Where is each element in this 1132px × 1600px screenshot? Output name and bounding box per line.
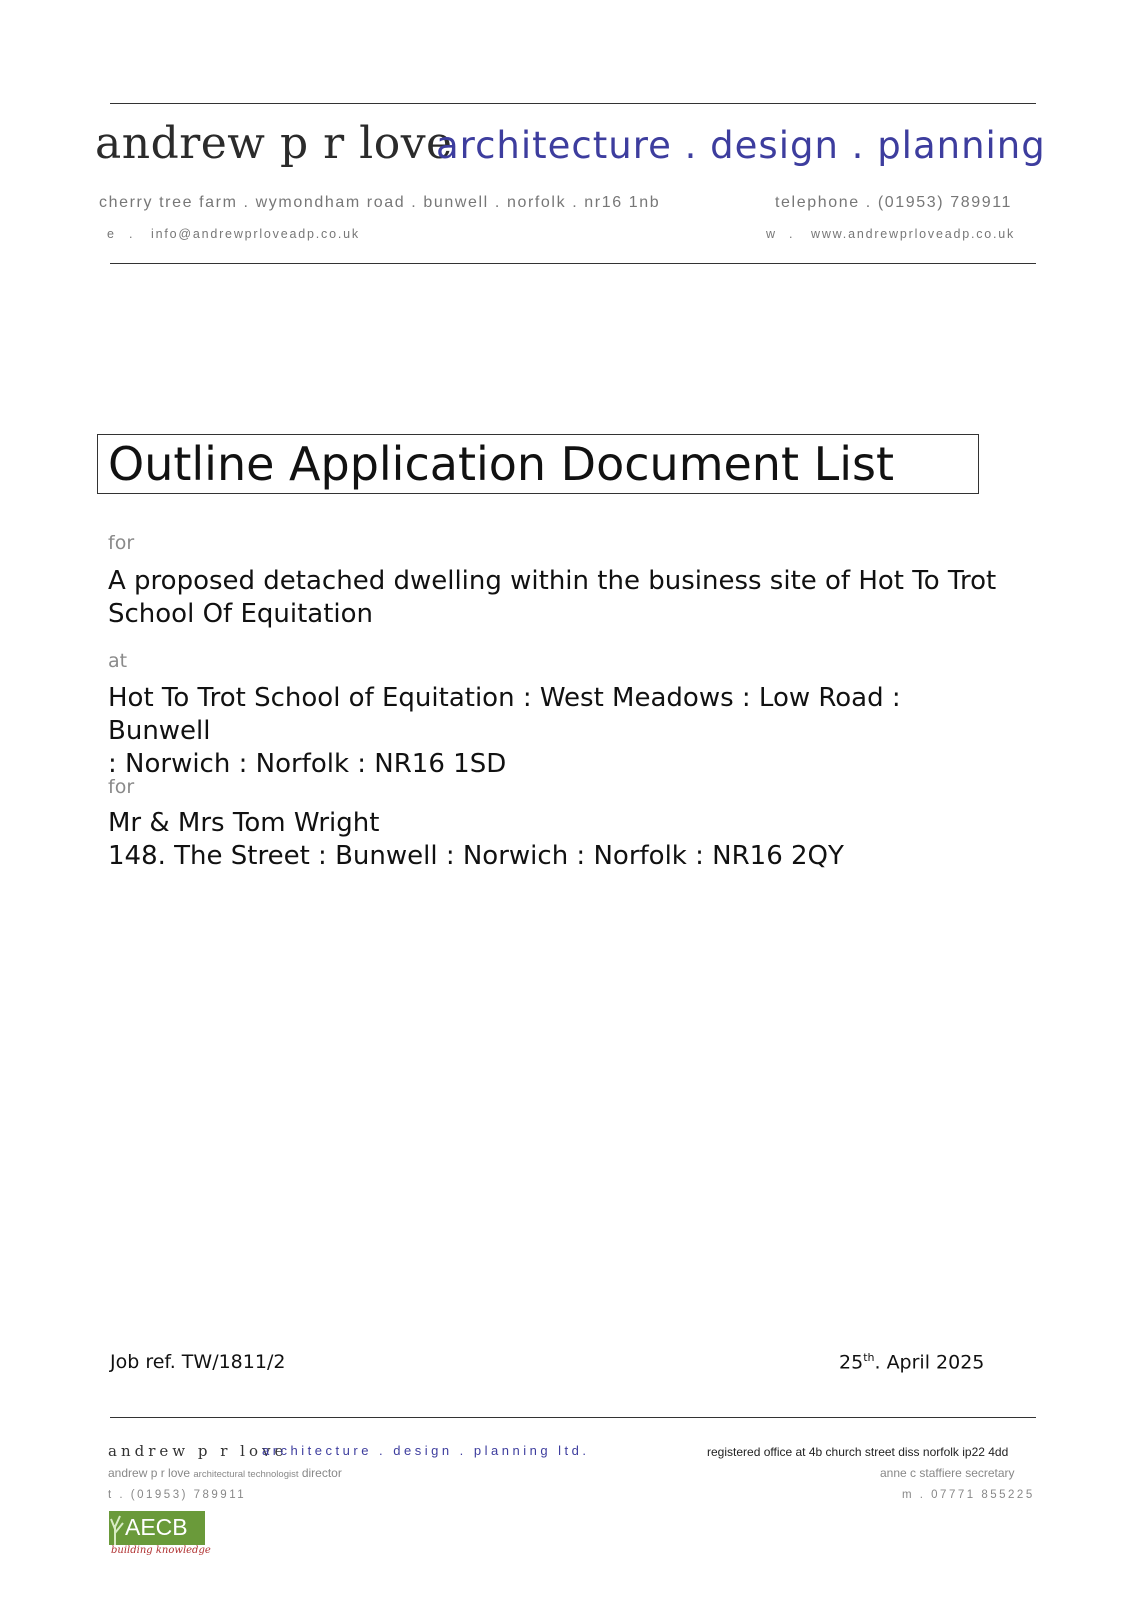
document-date: [839, 1351, 984, 1373]
document-title-box: [97, 434, 979, 494]
footer-mobile: m . 07771 855225: [902, 1489, 1035, 1501]
director-title: architectural technologist: [193, 1469, 299, 1480]
client-address: 148. The Street : Bunwell : Norwich : Norfolk : NR16 2QY: [108, 841, 844, 871]
web-label: w: [766, 227, 777, 241]
aecb-logo: [109, 1511, 211, 1559]
site-address-line-2: : Norwich : Norfolk : NR16 1SD: [108, 749, 507, 779]
footer-telephone: t . (01953) 789911: [108, 1489, 247, 1501]
company-name: andrew p r love: [95, 118, 453, 169]
footer-rule: [110, 1417, 1036, 1418]
for-label: for: [108, 532, 135, 554]
client-details: [108, 807, 1008, 873]
company-email: info@andrewprloveadp.co.uk: [151, 227, 360, 241]
company-website: www.andrewprloveadp.co.uk: [811, 227, 1016, 241]
company-telephone: telephone . (01953) 789911: [775, 194, 1013, 211]
web-separator: .: [789, 227, 795, 241]
document-title: Outline Application Document List: [108, 437, 895, 491]
date-month-year: . April 2025: [874, 1351, 985, 1374]
company-tagline: architecture . design . planning: [436, 124, 1046, 167]
email-separator: .: [129, 227, 135, 241]
job-reference: Job ref. TW/1811/2: [110, 1351, 286, 1373]
proposal-line-2: School Of Equitation: [108, 599, 374, 629]
secretary-role: secretary: [965, 1466, 1015, 1480]
director-role: director: [301, 1466, 342, 1480]
at-label: at: [108, 650, 128, 672]
director-name: andrew p r love: [108, 1466, 191, 1480]
date-suffix: th: [863, 1351, 875, 1364]
site-address-line-1: Hot To Trot School of Equitation : West Meadows : Low Road : Bunwell: [108, 683, 901, 746]
client-name: Mr & Mrs Tom Wright: [108, 808, 380, 838]
for-client-label: for: [108, 776, 135, 798]
date-day: 25: [839, 1351, 864, 1374]
proposal-line-1: A proposed detached dwelling within the business site of Hot To Trot: [108, 566, 997, 596]
secretary-name: anne c staffiere: [880, 1466, 962, 1480]
secretary-line: [880, 1466, 1015, 1480]
company-address: cherry tree farm . wymondham road . bunwell . norfolk . nr16 1nb: [99, 194, 661, 211]
site-address: [108, 682, 1008, 781]
aecb-subtitle: building knowledge: [111, 1545, 211, 1556]
proposal-description: [108, 565, 1008, 631]
aecb-logo-box: [109, 1511, 205, 1545]
director-line: [108, 1466, 342, 1480]
footer-company-name: andrew p r love: [108, 1442, 288, 1460]
header-top-rule: [110, 103, 1036, 104]
aecb-title: AECB: [125, 1514, 188, 1540]
header-bottom-rule: [110, 263, 1036, 264]
email-label: e: [107, 227, 116, 241]
registered-office: registered office at 4b church street diss norfolk ip22 4dd: [707, 1445, 1009, 1459]
footer-company-tagline: architecture . design . planning ltd.: [262, 1443, 590, 1458]
